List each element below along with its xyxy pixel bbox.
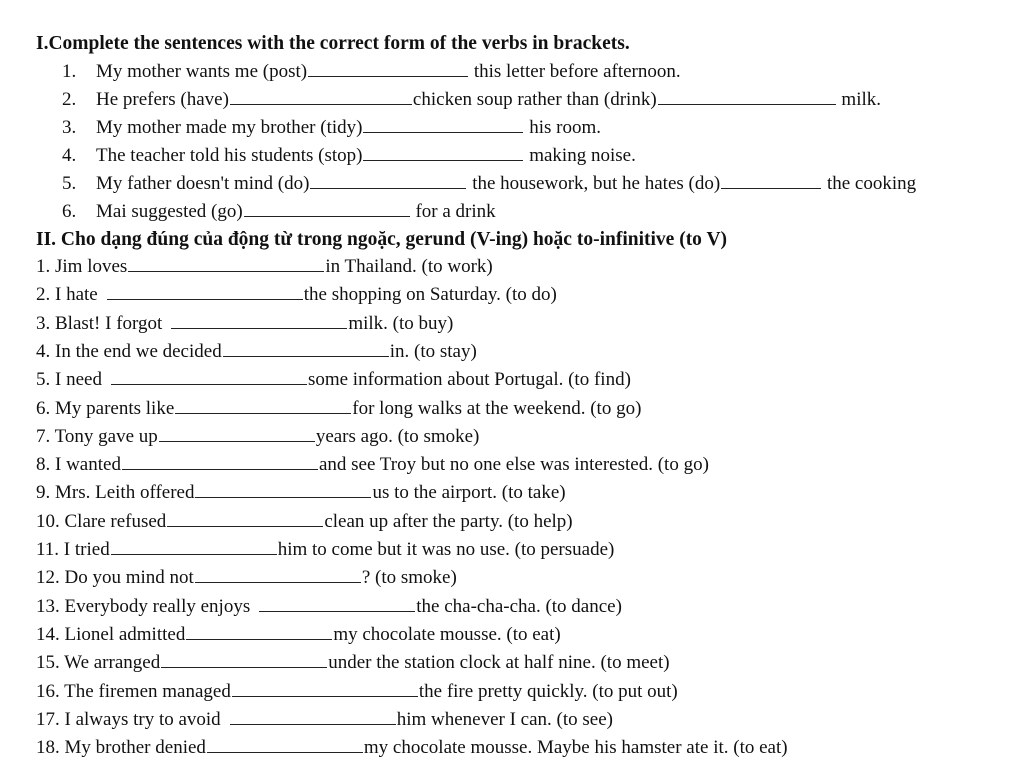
answer-blank[interactable] [244,198,410,217]
item-text-before: The teacher told his students (stop) [96,145,363,166]
item-number: 2. [62,89,77,110]
item-text-before: 10. Clare refused [36,510,167,532]
s2-item-13 [36,593,1024,620]
item-number: 5. [62,173,77,194]
answer-blank[interactable] [308,58,468,77]
s2-item-11 [36,536,1024,563]
s1-item-2 [62,86,1024,113]
item-text-after: for long walks at the weekend. (to go) [352,397,642,419]
item-text-after: ? (to smoke) [361,567,457,589]
item-text-before: 2. I hate [36,284,98,306]
item-text-before: 8. I wanted [36,454,121,476]
item-text-after: him to come but it was no use. (to persuade) [277,539,615,560]
item-text-after: the shopping on Saturday. (to do) [303,284,557,306]
answer-blank[interactable] [171,310,347,329]
item-text-after: clean up after the party. (to help) [324,510,573,532]
item-text-after: and see Troy but no one else was interested. (to go) [318,454,709,476]
s2-item-14 [36,621,1024,648]
item-text-after: my chocolate mousse. (to eat) [333,623,561,645]
item-text-after: him whenever I can. (to see) [396,708,613,730]
answer-blank[interactable] [159,423,315,442]
item-text-before: 5. I need [36,369,102,391]
item-text-after: the cooking [826,173,917,194]
s2-item-12 [36,564,1024,591]
answer-blank[interactable] [195,564,361,583]
item-text-before: 3. Blast! I forgot [36,312,163,334]
s1-item-6 [62,198,1024,225]
item-number: 3. [62,117,77,138]
s2-item-1 [36,253,1024,280]
answer-blank[interactable] [230,706,396,725]
answer-blank[interactable] [167,508,323,527]
answer-blank[interactable] [186,621,332,640]
item-text-before: 7. Tony gave up [36,425,158,447]
s2-item-3 [36,310,1024,337]
s1-item-5 [62,170,1024,197]
item-number: 6. [62,201,77,222]
answer-blank[interactable] [195,479,371,498]
item-text-middle: the housework, but he hates (do) [472,173,721,194]
item-text-before: My mother made my brother (tidy) [96,117,363,138]
item-text-after: his room. [529,117,601,138]
s1-item-4 [62,142,1024,169]
answer-blank[interactable] [111,366,307,385]
answer-blank[interactable] [363,114,523,133]
item-text-after: this letter before afternoon. [473,61,681,82]
item-text-before: 16. The firemen managed [36,680,231,702]
item-text-after: for a drink [415,201,496,222]
section1-heading: I.Complete the sentences with the correct form of the verbs in brackets. [36,33,630,54]
item-text-after: under the station clock at half nine. (to meet) [328,652,670,674]
item-text-before: 9. Mrs. Leith offered [36,482,195,504]
s1-item-3 [62,114,1024,141]
item-text-before: 14. Lionel admitted [36,623,186,645]
s2-item-5 [36,366,1024,393]
section2-heading: II. Cho dạng đúng của động từ trong ngoặc, gerund (V-ing) hoặc to-infinitive (to V) [36,229,728,250]
answer-blank[interactable] [363,142,523,161]
item-number: 4. [62,145,77,166]
s2-item-9 [36,479,1024,506]
answer-blank[interactable] [207,734,363,753]
item-text-after: years ago. (to smoke) [315,425,480,447]
item-text-before: 17. I always try to avoid [36,708,221,730]
item-text-before: My father doesn't mind (do) [96,173,310,194]
item-text-before: 4. In the end we decided [36,340,222,362]
item-text-after: milk. (to buy) [348,312,454,334]
answer-blank[interactable] [122,451,318,470]
s2-item-6 [36,395,1024,422]
answer-blank[interactable] [175,395,351,414]
s2-item-16 [36,678,1024,705]
answer-blank[interactable] [223,338,389,357]
item-text-before: 6. My parents like [36,397,175,419]
item-text-before: 18. My brother denied [36,737,206,759]
item-text-before: 1. Jim loves [36,256,128,277]
item-text-before: 11. I tried [36,539,110,560]
item-text-before: He prefers (have) [96,89,229,110]
s2-item-7 [36,423,1024,450]
s2-item-4 [36,338,1024,365]
item-text-before: My mother wants me (post) [96,61,308,82]
item-text-middle: chicken soup rather than (drink) [412,89,657,110]
answer-blank[interactable] [230,86,412,105]
s2-item-8 [36,451,1024,478]
s2-item-15 [36,649,1024,676]
item-text-after: my chocolate mousse. Maybe his hamster ate it. (to eat) [363,737,788,759]
item-text-after: some information about Portugal. (to find) [307,369,631,391]
item-text-before: Mai suggested (go) [96,201,243,222]
s2-item-18 [36,734,1024,761]
item-text-before: 15. We arranged [36,652,161,674]
s2-item-10 [36,508,1024,535]
answer-blank[interactable] [721,170,821,189]
answer-blank[interactable] [232,678,418,697]
answer-blank[interactable] [259,593,415,612]
answer-blank[interactable] [111,536,277,555]
item-text-before: 13. Everybody really enjoys [36,595,251,617]
item-text-after: in. (to stay) [389,340,477,362]
answer-blank[interactable] [658,86,836,105]
answer-blank[interactable] [128,253,324,272]
item-text-after: the fire pretty quickly. (to put out) [418,680,678,702]
item-text-after: milk. [841,89,882,110]
item-number: 1. [62,61,77,82]
s1-item-1 [62,58,1024,85]
answer-blank[interactable] [107,281,303,300]
s2-item-17 [36,706,1024,733]
item-text-after: making noise. [529,145,636,166]
s2-item-2 [36,281,1024,308]
answer-blank[interactable] [310,170,466,189]
answer-blank[interactable] [161,649,327,668]
item-text-after: in Thailand. (to work) [325,256,493,277]
item-text-before: 12. Do you mind not [36,567,194,589]
item-text-after: the cha-cha-cha. (to dance) [416,595,622,617]
item-text-after: us to the airport. (to take) [372,482,566,504]
